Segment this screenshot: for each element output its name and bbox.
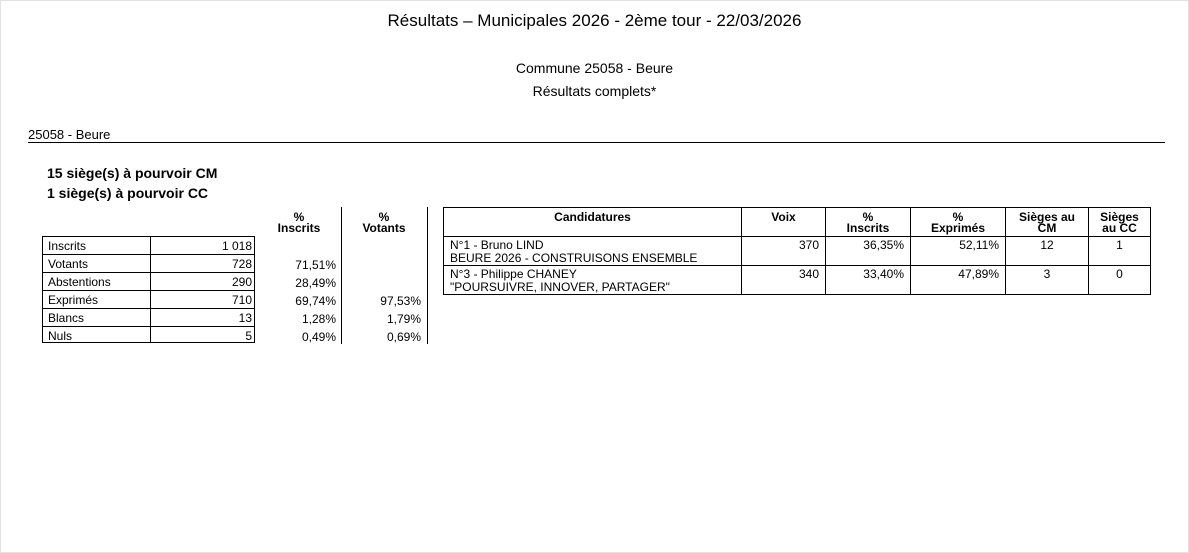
stats-pct-votants: 0,69% — [386, 330, 421, 344]
stats-label: Exprimés — [48, 293, 99, 307]
page-title: Résultats – Municipales 2026 - 2ème tour - 22/03/2026 — [387, 11, 802, 30]
stats-value: 710 — [231, 293, 252, 307]
header-pct-symbol: % — [862, 210, 874, 224]
stats-row-blancs — [42, 309, 428, 327]
stats-value: 13 — [238, 311, 252, 325]
header-candidatures — [444, 208, 742, 237]
header-pct-inscrits — [270, 212, 328, 234]
header-candidatures-label: Candidatures — [554, 210, 631, 224]
commune-heading: 25058 - Beure — [28, 127, 111, 142]
stats-pct-votants: 97,53% — [380, 294, 421, 308]
header-pct-symbol: % — [952, 210, 964, 224]
candidates-header-row — [444, 208, 1151, 237]
candidate-sieges-cm: 3 — [1006, 266, 1089, 295]
stats-row-inscrits — [42, 237, 428, 255]
stats-label: Votants — [48, 257, 89, 271]
stats-label: Inscrits — [48, 239, 87, 253]
header-sieges-cm — [1006, 208, 1089, 237]
stats-pct-inscrits: 69,74% — [295, 294, 336, 308]
candidate-sieges-cm: 12 — [1006, 237, 1089, 266]
header-pct-inscrits-symbol: % — [293, 210, 305, 224]
stats-pct-inscrits: 0,49% — [301, 330, 336, 344]
header-pct-votants — [355, 212, 413, 234]
candidate-list-name: "POURSUIVRE, INNOVER, PARTAGER" — [450, 280, 670, 294]
stats-pct-inscrits: 1,28% — [301, 312, 336, 326]
candidates-table — [443, 207, 1151, 295]
commune-subtitle: Commune 25058 - Beure — [515, 60, 674, 76]
stats-pct-inscrits: 71,51% — [295, 258, 336, 272]
candidate-row — [444, 237, 1151, 266]
header-voix-label: Voix — [771, 210, 796, 224]
header-pct-inscrits-label: Inscrits — [277, 221, 321, 235]
stats-label: Nuls — [48, 329, 73, 343]
candidate-pct-inscrits: 33,40% — [826, 266, 911, 295]
section-divider — [28, 142, 1165, 143]
candidate-row — [444, 266, 1151, 295]
header-pct-exprimes — [911, 208, 1006, 237]
seats-cc: 1 siège(s) à pourvoir CC — [47, 185, 209, 201]
header-sieges-cc-line2: au CC — [1102, 221, 1137, 235]
stats-label: Blancs — [48, 311, 85, 325]
stats-value: 5 — [245, 329, 252, 343]
stats-row-abstentions — [42, 273, 428, 291]
header-pct-inscrits-label: Inscrits — [846, 221, 890, 235]
candidate-voix: 370 — [742, 237, 826, 266]
header-sieges-cm-line2: CM — [1037, 221, 1057, 235]
header-pct-inscrits — [826, 208, 911, 237]
stats-row-nuls — [42, 327, 428, 345]
candidate-cell — [444, 237, 742, 266]
stats-row-exprimes — [42, 291, 428, 309]
header-voix — [742, 208, 826, 237]
stats-row-votants — [42, 255, 428, 273]
candidate-list-name: BEURE 2026 - CONSTRUISONS ENSEMBLE — [450, 251, 698, 265]
stats-pct-votants: 1,79% — [386, 312, 421, 326]
seats-cm: 15 siège(s) à pourvoir CM — [47, 165, 218, 181]
results-subtitle: Résultats complets* — [532, 83, 657, 99]
stats-value: 290 — [231, 275, 252, 289]
header-sieges-cc-line1: Sièges — [1100, 210, 1139, 224]
header-pct-exprimes-label: Exprimés — [930, 221, 986, 235]
header-pct-votants-label: Votants — [362, 221, 406, 235]
candidate-voix: 340 — [742, 266, 826, 295]
candidate-sieges-cc: 0 — [1089, 266, 1151, 295]
stats-pct-inscrits: 28,49% — [295, 276, 336, 290]
candidate-pct-exprimes: 47,89% — [911, 266, 1006, 295]
header-sieges-cc — [1089, 208, 1151, 237]
header-pct-votants-symbol: % — [378, 210, 390, 224]
stats-value: 728 — [231, 257, 252, 271]
stats-label: Abstentions — [48, 275, 111, 289]
header-sieges-cm-line1: Sièges au — [1018, 210, 1076, 224]
candidate-name: N°3 - Philippe CHANEY — [450, 267, 577, 281]
candidate-sieges-cc: 1 — [1089, 237, 1151, 266]
candidate-name: N°1 - Bruno LIND — [450, 238, 544, 252]
stats-value: 1 018 — [221, 239, 252, 253]
candidate-pct-exprimes: 52,11% — [911, 237, 1006, 266]
candidate-cell — [444, 266, 742, 295]
candidate-pct-inscrits: 36,35% — [826, 237, 911, 266]
turnout-table — [42, 207, 428, 344]
